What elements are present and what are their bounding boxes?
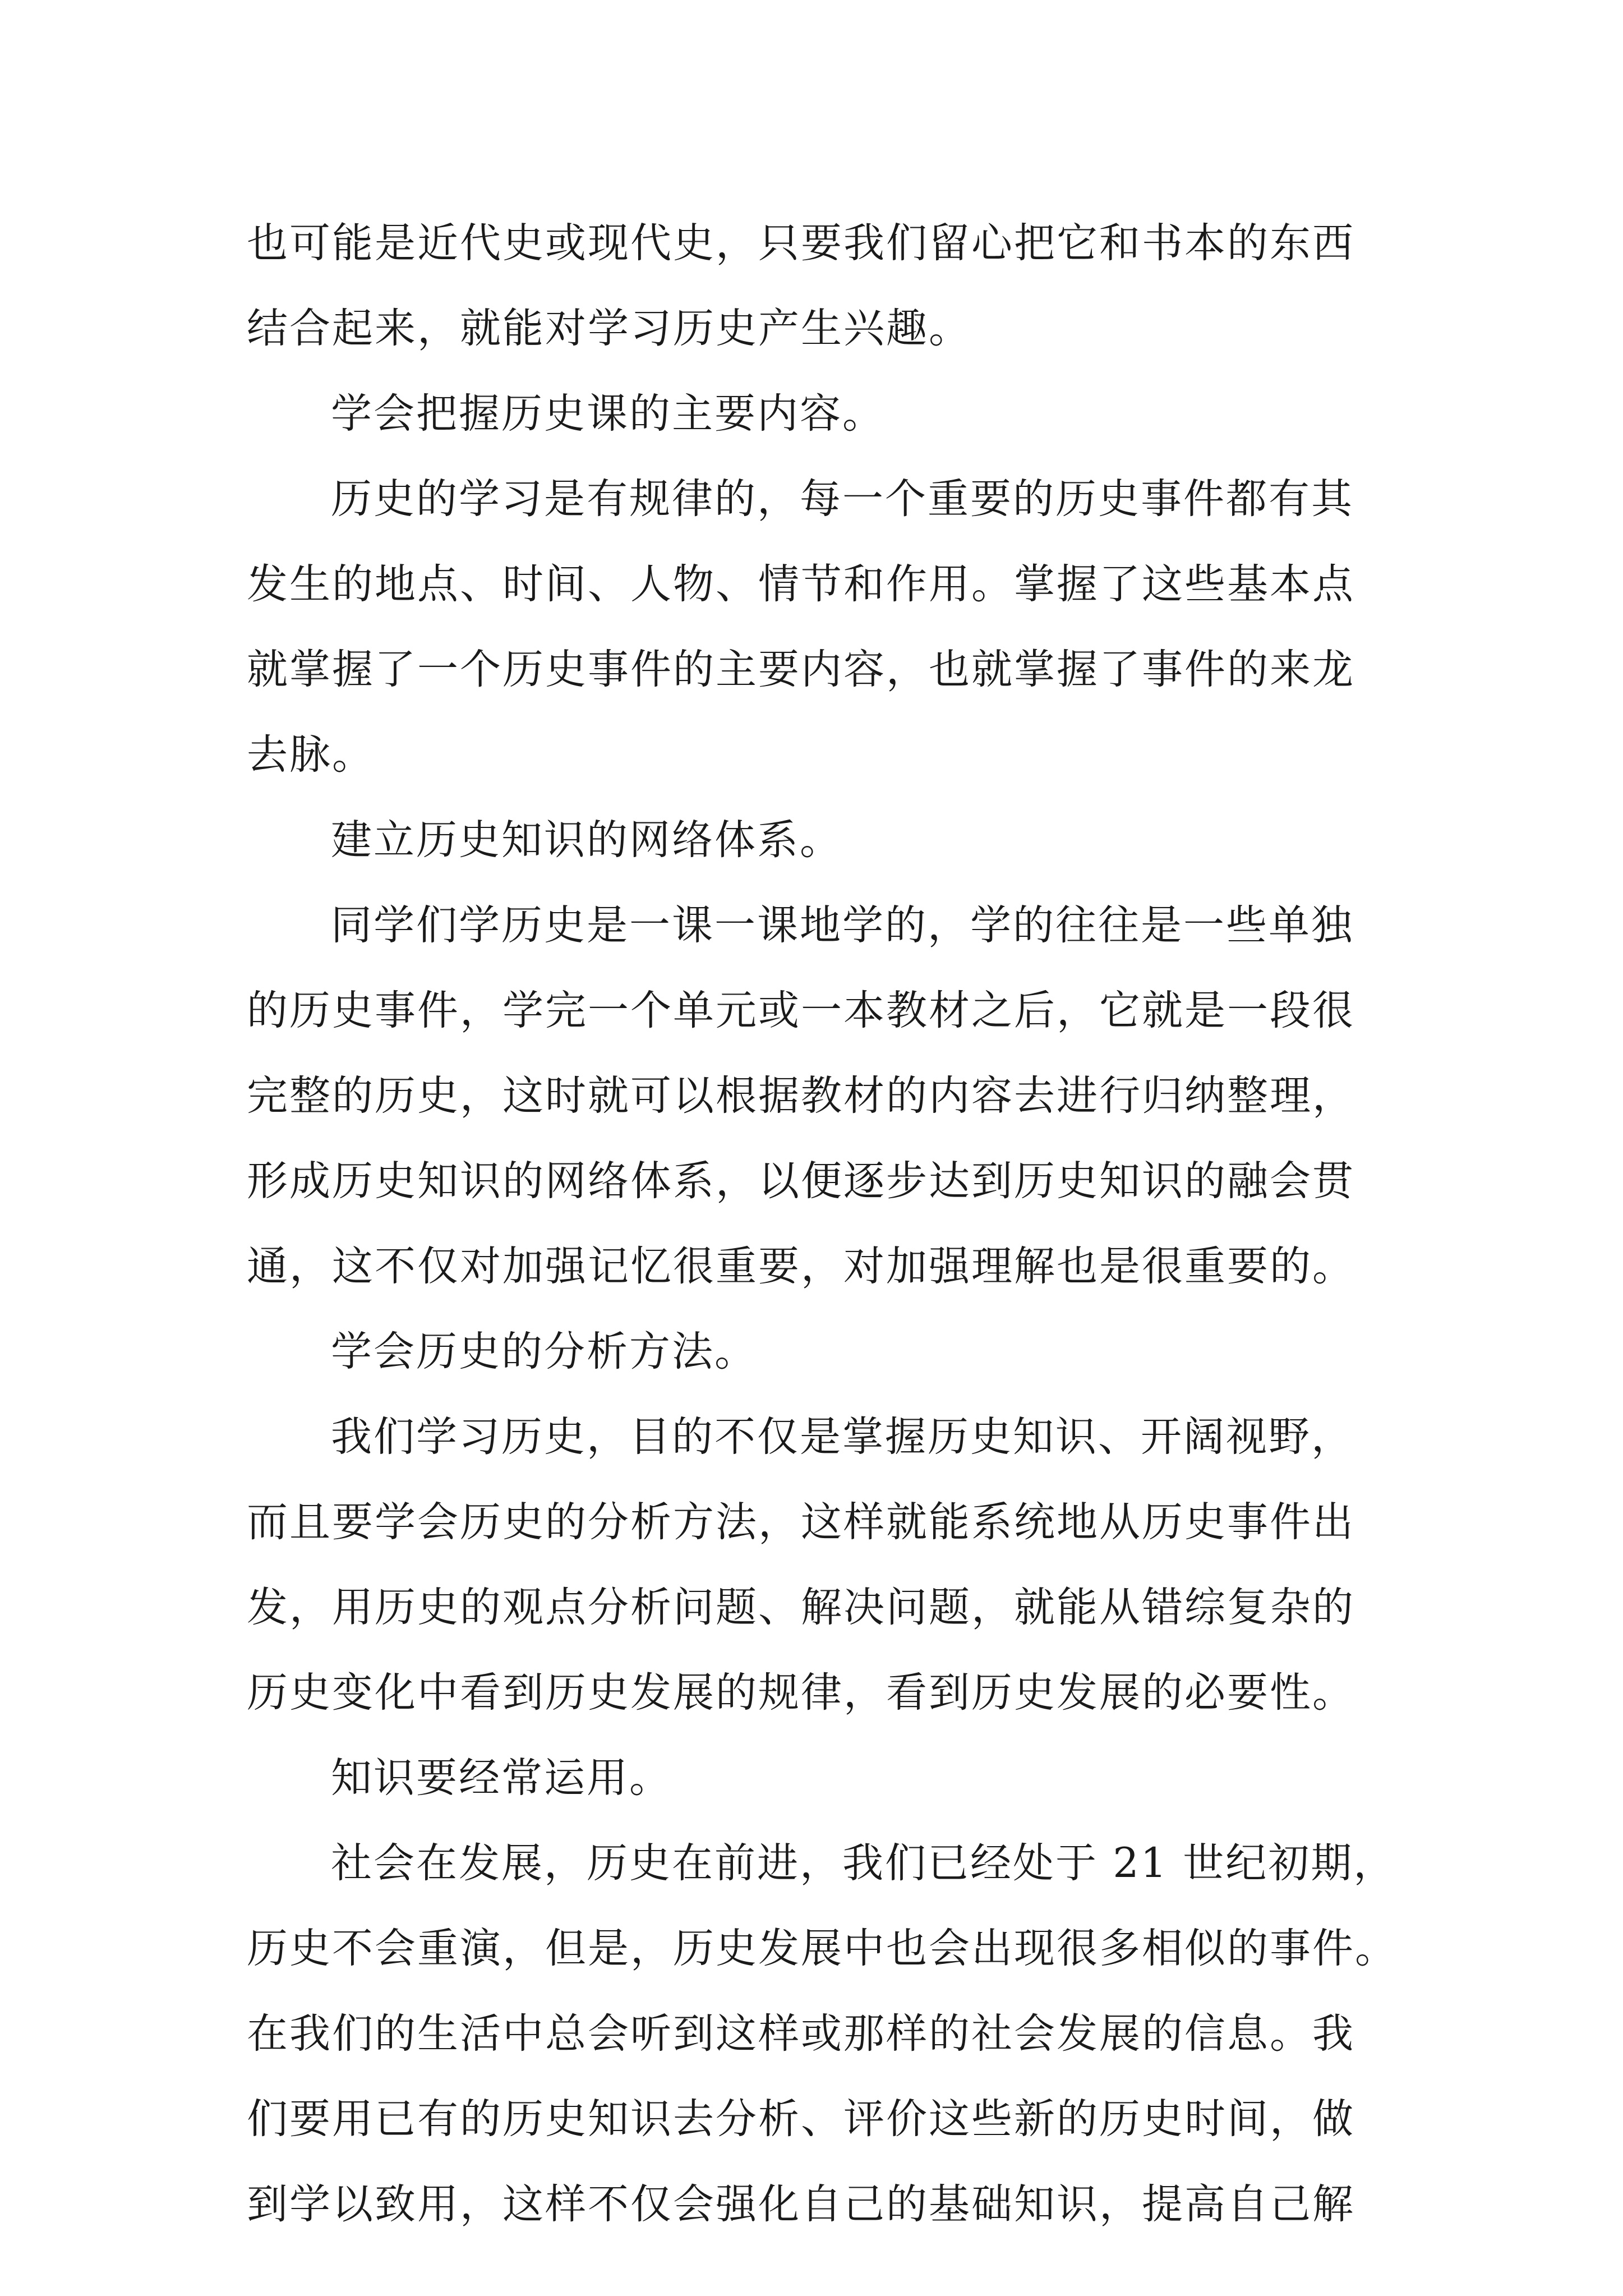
- text-line: 们要用已有的历史知识去分析、评价这些新的历史时间，做: [247, 2095, 1355, 2143]
- text-line: 历史变化中看到历史发展的规律，看到历史发展的必要性。: [247, 1669, 1355, 1717]
- text-line: 结合起来，就能对学习历史产生兴趣。: [247, 305, 971, 352]
- section-heading: 知识要经常运用。: [331, 1754, 672, 1802]
- section-heading: 学会把握历史课的主要内容。: [331, 390, 885, 438]
- text-line: 就掌握了一个历史事件的主要内容，也就掌握了事件的来龙: [247, 646, 1355, 693]
- body-text: [247, 201, 1398, 2247]
- text-line: 也可能是近代史或现代史，只要我们留心把它和书本的东西: [247, 219, 1355, 267]
- text-line: 完整的历史，这时就可以根据教材的内容去进行归纳整理，: [247, 1072, 1355, 1120]
- text-line: 在我们的生活中总会听到这样或那样的社会发展的信息。我: [247, 2010, 1355, 2058]
- text-line: 形成历史知识的网络体系，以便逐步达到历史知识的融会贯: [247, 1157, 1355, 1205]
- text-line: 去脉。: [247, 731, 375, 779]
- paragraph-start: 历史的学习是有规律的，每一个重要的历史事件都有其: [331, 475, 1354, 523]
- text-line: 的历史事件，学完一个单元或一本教材之后，它就是一段很: [247, 987, 1355, 1034]
- section-heading: 学会历史的分析方法。: [331, 1328, 757, 1375]
- paragraph-start: 社会在发展，历史在前进，我们已经处于 21 世纪初期，: [331, 1839, 1396, 1887]
- section-heading: 建立历史知识的网络体系。: [331, 816, 842, 864]
- text-line: 发生的地点、时间、人物、情节和作用。掌握了这些基本点: [247, 560, 1355, 608]
- text-line: 发，用历史的观点分析问题、解决问题，就能从错综复杂的: [247, 1584, 1355, 1631]
- paragraph-start: 我们学习历史，目的不仅是掌握历史知识、开阔视野，: [331, 1413, 1354, 1461]
- text-line: 通，这不仅对加强记忆很重要，对加强理解也是很重要的。: [247, 1243, 1355, 1290]
- text-line: 历史不会重演，但是，历史发展中也会出现很多相似的事件。: [247, 1925, 1398, 1972]
- text-line: 而且要学会历史的分析方法，这样就能系统地从历史事件出: [247, 1498, 1355, 1546]
- text-line: 到学以致用，这样不仅会强化自己的基础知识，提高自己解: [247, 2180, 1355, 2228]
- paragraph-start: 同学们学历史是一课一课地学的，学的往往是一些单独: [331, 901, 1354, 949]
